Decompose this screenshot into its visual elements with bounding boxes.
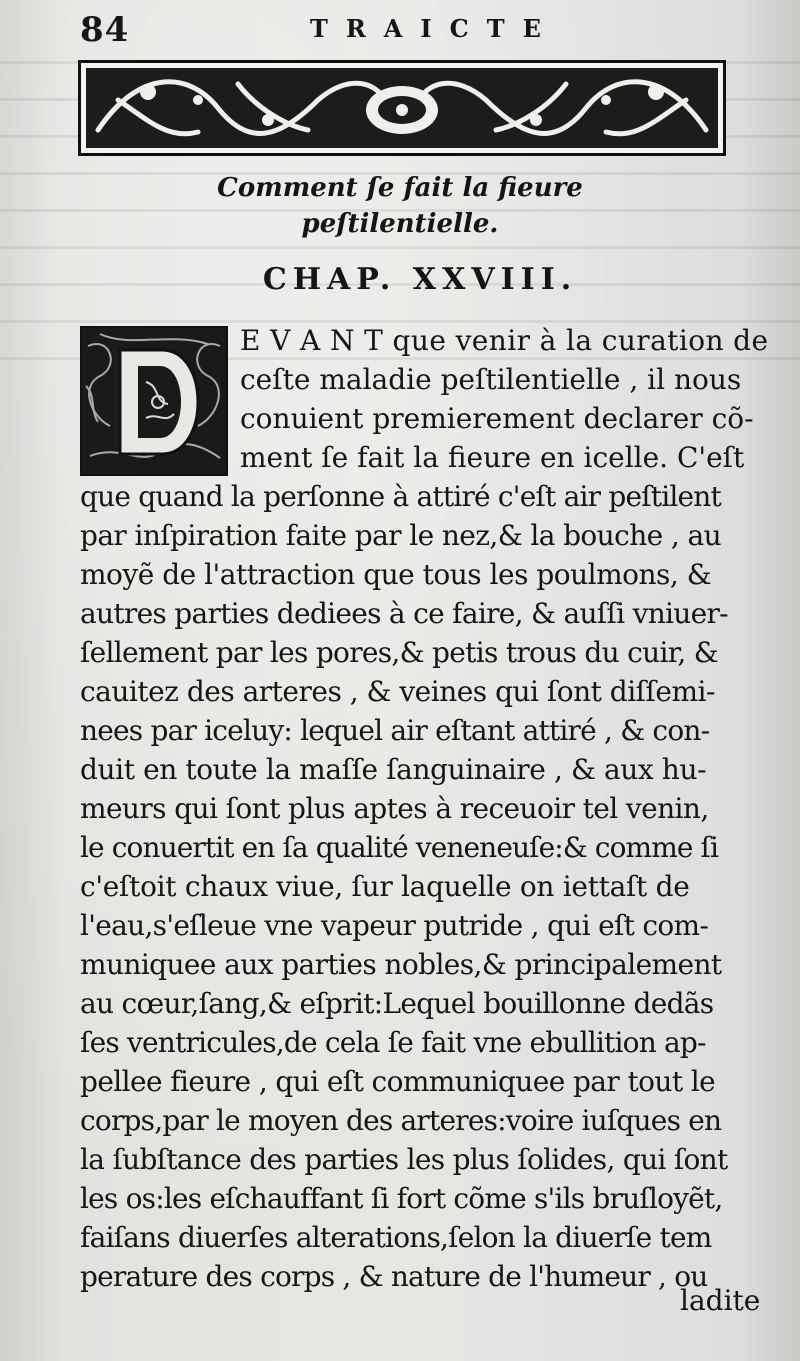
body-line: meurs qui ſont plus aptes à receuoir tel venin,: [80, 792, 709, 825]
body-line: nees par iceluy: lequel air eſtant attiré , & con-: [80, 714, 710, 747]
page-number: 84: [80, 10, 130, 50]
body-line: moyẽ de l'attraction que tous les poulmons, &: [80, 558, 712, 591]
body-line: ceſte maladie peſtilentielle , il nous: [240, 363, 742, 396]
body-line: au cœur,ſang,& eſprit:Lequel bouillonne dedãs: [80, 987, 714, 1020]
body-line: autres parties dediees à ce faire, & auſſi vniuer-: [80, 597, 728, 630]
chapter-title-line-2: peſtilentielle.: [301, 209, 499, 239]
chapter-title-line-1: Comment ſe fait la fieure: [217, 173, 583, 203]
body-line: corps,par le moyen des arteres:voire iuſques en: [80, 1104, 722, 1137]
body-line: conuient premierement declarer cõ-: [240, 402, 754, 435]
body-line: E V A N T que venir à la curation de: [240, 324, 769, 357]
body-line: ſes ventricules,de cela ſe fait vne ebullition ap-: [80, 1026, 706, 1059]
running-head: TRAICTE: [310, 14, 559, 43]
body-line: faiſans diuerſes alterations,ſelon la diuerſe tem: [80, 1221, 712, 1254]
body-line: l'eau,s'eſleue vne vapeur putride , qui eſt com-: [80, 909, 709, 942]
catchword: ladite: [680, 1284, 761, 1317]
ornamental-initial-d-icon: [80, 326, 228, 476]
body-line: la ſubſtance des parties les plus ſolides, qui ſont: [80, 1143, 728, 1176]
body-line: duit en toute la maſſe ſanguinaire , & aux hu-: [80, 753, 707, 786]
body-line: cauitez des arteres , & veines qui ſont diſſemi-: [80, 675, 715, 708]
body-line: le conuertit en ſa qualité veneneuſe:& comme ſi: [80, 831, 719, 864]
body-line: ment ſe fait la fieure en icelle. C'eſt: [240, 441, 745, 474]
chapter-number: CHAP. XXVIII.: [262, 262, 578, 297]
body-line: que quand la perſonne à attiré c'eſt air peſtilent: [80, 480, 721, 513]
body-line: ſellement par les pores,& petis trous du cuir, &: [80, 636, 718, 669]
body-line: les os:les eſchauffant ſi fort cõme s'ils bruſloyẽt,: [80, 1182, 723, 1215]
floral-headpiece-ornament-icon: [78, 60, 726, 156]
body-line: perature des corps , & nature de l'humeur , ou: [80, 1260, 708, 1293]
body-line: muniquee aux parties nobles,& principalement: [80, 948, 722, 981]
body-line: par inſpiration faite par le nez,& la bouche , au: [80, 519, 722, 552]
body-line: c'eſtoit chaux viue, ſur laquelle on iettaſt de: [80, 870, 690, 903]
body-line: pellee fieure , qui eſt communiquee par tout le: [80, 1065, 716, 1098]
